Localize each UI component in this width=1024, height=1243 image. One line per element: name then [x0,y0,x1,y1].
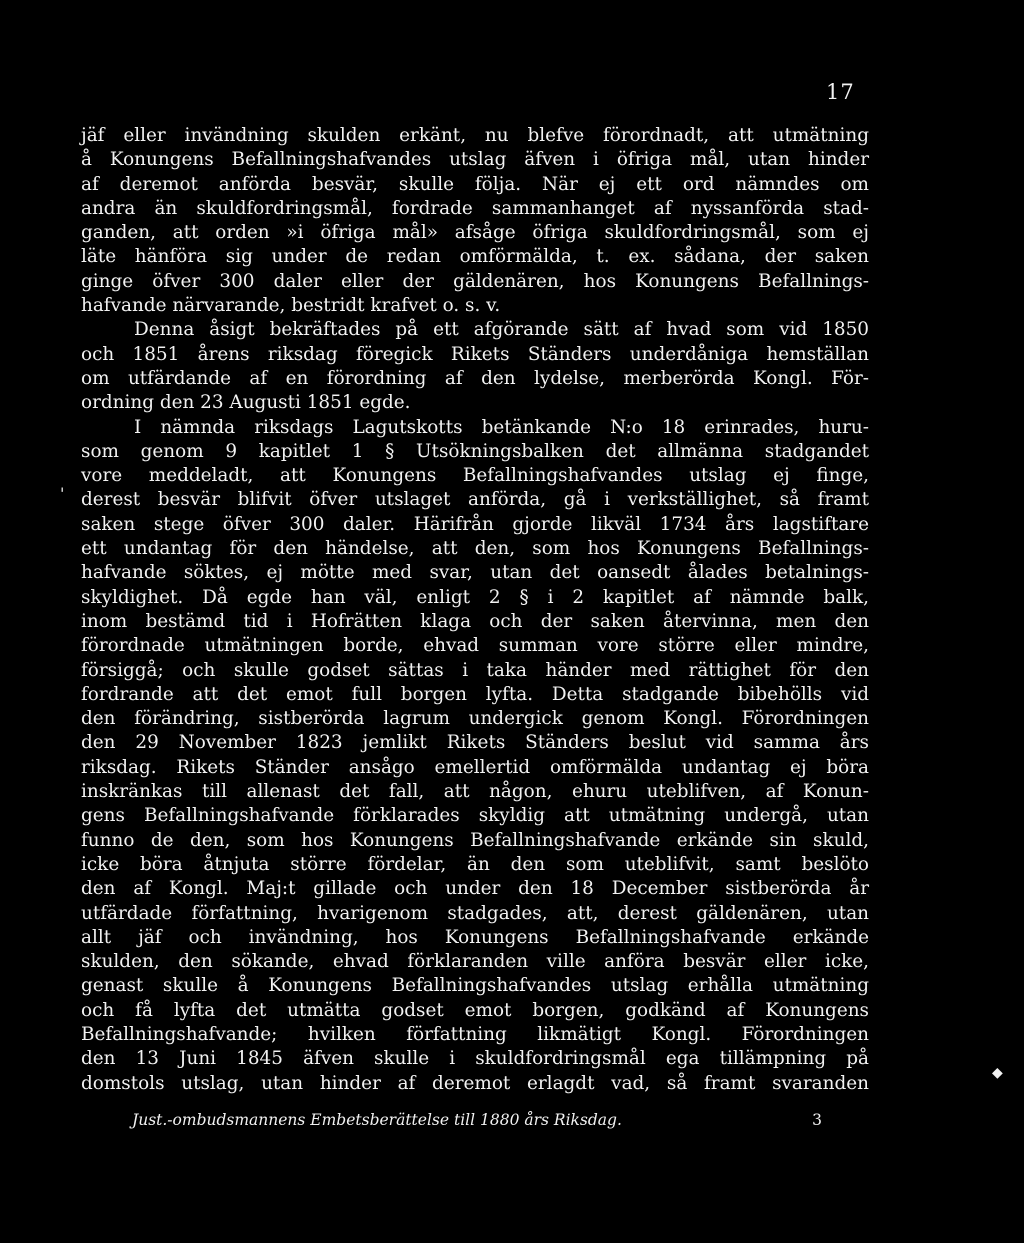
text-line: gens Befallningshafvande förklarades skyldig att utmätning undergå, utan [81,805,869,827]
text-line: fordrande att det emot full borgen lyfta. Detta stadgande bibehölls vid [81,683,869,705]
text-line: icke böra åtnjuta större fördelar, än den som uteblifvit, samt beslöto [81,853,869,875]
text-line: den 29 November 1823 jemlikt Rikets Ständers beslut vid samma års [81,732,869,754]
text-line: inskränkas till allenast det fall, att någon, ehuru uteblifven, af Konun- [81,781,869,803]
text-line: ordning den 23 Augusti 1851 egde. [81,392,411,414]
text-line: andra än skuldfordringsmål, fordrade sammanhanget af nyssanförda stad- [81,197,869,219]
text-line: Befallningshafvande; hvilken författning likmätigt Kongl. Förordningen [81,1023,869,1045]
text-line: af deremot anförda besvär, skulle följa. När ej ett ord nämndes om [81,173,869,195]
text-line: genast skulle å Konungens Befallningshafvandes utslag erhålla utmätning [81,975,869,997]
text-line: funno de den, som hos Konungens Befallningshafvande erkände sin skuld, [81,829,869,851]
text-line: inom bestämd tid i Hofrätten klaga och der saken återvinna, men den [81,610,869,632]
footer-title: Just.-ombudsmannens Embetsberättelse till 1880 års Riksdag. [132,1111,622,1129]
text-line: som genom 9 kapitlet 1 § Utsökningsbalken det allmänna stadgandet [81,440,869,462]
text-line: den af Kongl. Maj:t gillade och under den 18 December sistberörda år [81,878,869,900]
text-line: läte hänföra sig under de redan omförmälda, t. ex. sådana, der saken [81,246,869,268]
text-line: derest besvär blifvit öfver utslaget anförda, gå i verkställighet, så framt [81,489,869,511]
text-line: förordnade utmätningen borde, ehvad summan vore större eller mindre, [81,635,869,657]
page-number: 17 [826,80,855,104]
text-line: och 1851 årens riksdag föregick Rikets Ständers underdåniga hemställan [81,343,869,365]
text-line: om utfärdande af en förordning af den lydelse, merberörda Kongl. För- [81,367,869,389]
text-line: å Konungens Befallningshafvandes utslag äfven i öfriga mål, utan hinder [81,149,869,171]
text-line: vore meddeladt, att Konungens Befallningshafvandes utslag ej finge, [81,465,869,487]
text-line: skyldighet. Då egde han väl, enligt 2 § i 2 kapitlet af nämnde balk, [81,586,869,608]
footer-signature: 3 [812,1111,822,1129]
footer [132,1111,822,1129]
margin-mark-left: ' [60,484,65,503]
text-line: allt jäf och invändning, hos Konungens Befallningshafvande erkände [81,926,869,948]
text-line: domstols utslag, utan hinder af deremot erlagdt vad, så framt svaranden [81,1072,869,1094]
text-line: jäf eller invändning skulden erkänt, nu blefve förordnadt, att utmätning [81,125,869,146]
text-line: den 13 Juni 1845 äfven skulle i skuldfordringsmål ega tillämpning på [81,1048,869,1070]
text-line: skulden, den sökande, ehvad förklaranden ville anföra besvär eller icke, [81,951,869,973]
body-text [81,124,869,1096]
text-line: den förändring, sistberörda lagrum undergick genom Kongl. Förordningen [81,708,869,730]
text-line: ginge öfver 300 daler eller der gäldenären, hos Konungens Befallnings- [81,270,869,292]
text-line: hafvande söktes, ej mötte med svar, utan det oansedt ålades betalnings- [81,562,869,584]
text-line: I nämnda riksdags Lagutskotts betänkande N:o 18 erinrades, huru- [134,416,869,438]
text-line: hafvande närvarande, bestridt krafvet o. s. v. [81,295,501,317]
text-line: utfärdade författning, hvarigenom stadgades, att, derest gäldenären, utan [81,902,869,924]
text-line: och få lyfta det utmätta godset emot borgen, godkänd af Konungens [81,999,869,1021]
margin-mark-right-icon: ◆ [992,1065,1003,1081]
text-line: ett undantag för den händelse, att den, som hos Konungens Befallnings- [81,538,869,560]
text-line: riksdag. Rikets Ständer ansågo emellertid omförmälda undantag ej böra [81,756,869,778]
text-line: saken stege öfver 300 daler. Härifrån gjorde likväl 1734 års lagstiftare [81,513,869,535]
text-line: ganden, att orden »i öfriga mål» afsåge öfriga skuldfordringsmål, som ej [81,222,869,244]
text-line: försiggå; och skulle godset sättas i taka händer med rättighet för den [81,659,869,681]
text-line: Denna åsigt bekräftades på ett afgörande sätt af hvad som vid 1850 [134,319,869,341]
